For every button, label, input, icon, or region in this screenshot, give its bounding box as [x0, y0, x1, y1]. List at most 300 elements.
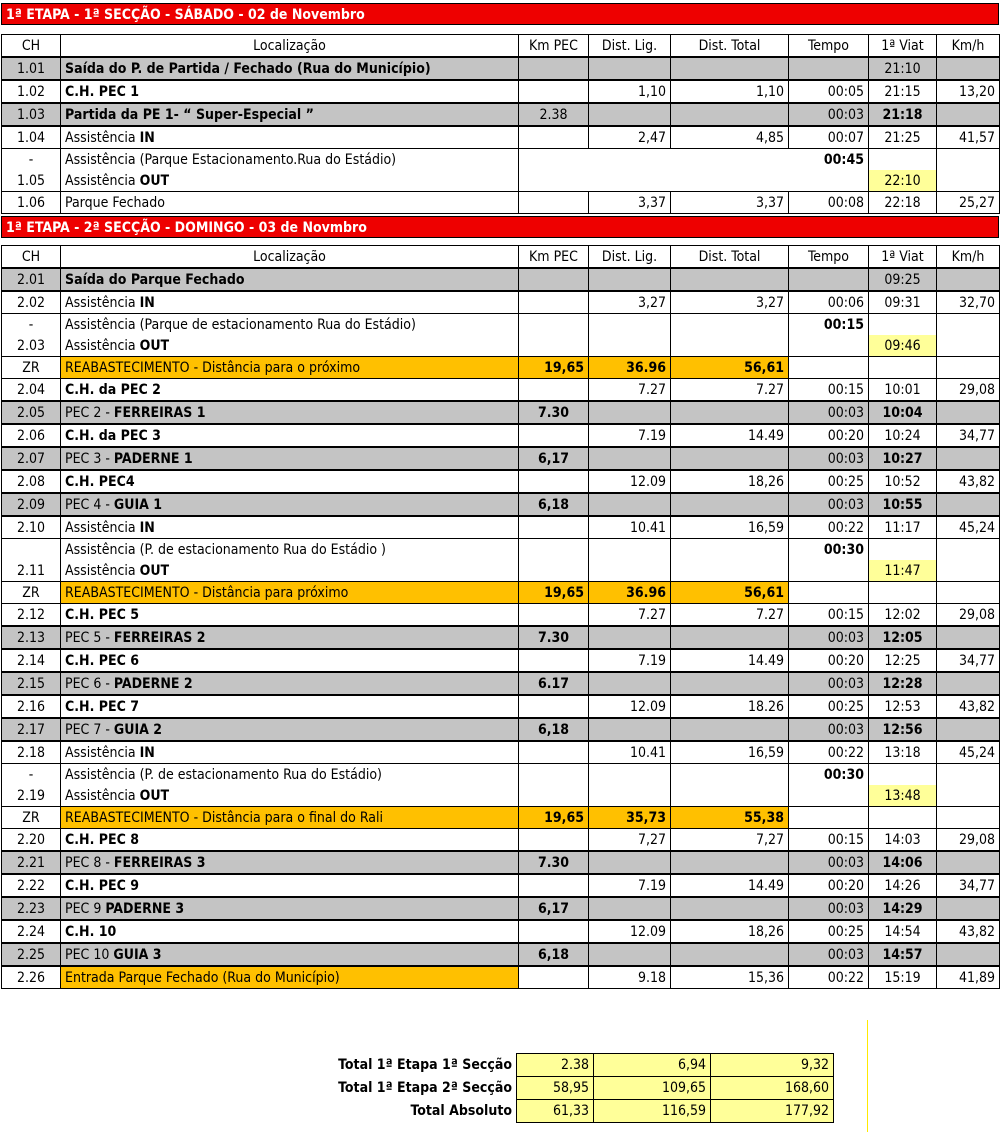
ch-cell: 2.19 — [2, 785, 61, 807]
km-pec-cell — [519, 291, 589, 314]
location-cell — [61, 626, 519, 649]
table-row — [2, 103, 1000, 126]
dist-lig-cell: 36.96 — [589, 582, 671, 604]
kmh-cell: 32,70 — [937, 291, 1000, 314]
tempo-cell — [789, 785, 869, 807]
dist-total-cell — [671, 764, 789, 786]
km-pec-cell: 19,65 — [519, 357, 589, 379]
location-cell: C.H. PEC 1 — [61, 80, 519, 103]
location-bold: FERREIRAS 2 — [113, 629, 206, 646]
location-cell: REABASTECIMENTO - Distância para próximo — [61, 582, 519, 604]
location-bold: OUT — [139, 787, 170, 804]
kmh-cell — [937, 268, 1000, 291]
ch-cell: 2.02 — [2, 291, 61, 314]
location-bold: OUT — [139, 172, 170, 189]
tempo-cell: 00:03 — [789, 401, 869, 424]
kmh-cell: 34,77 — [937, 874, 1000, 897]
kmh-cell: 34,77 — [937, 649, 1000, 672]
dist-lig-cell: 7.19 — [589, 649, 671, 672]
kmh-cell — [937, 447, 1000, 470]
kmh-cell — [937, 785, 1000, 807]
ch-cell: 1.03 — [2, 103, 61, 126]
viat-cell — [869, 314, 937, 336]
tempo-cell: 00:15 — [789, 829, 869, 852]
dist-lig-cell — [589, 539, 671, 561]
dist-lig-cell — [589, 785, 671, 807]
table-row — [2, 649, 1000, 672]
viat-cell: 09:31 — [869, 291, 937, 314]
location-cell — [61, 785, 519, 807]
dist-total-cell — [671, 851, 789, 874]
ch-cell: 2.10 — [2, 516, 61, 539]
location-cell — [61, 943, 519, 966]
dist-total-cell: 7.27 — [671, 379, 789, 402]
location-bold: IN — [139, 129, 155, 146]
ch-cell: - — [2, 764, 61, 786]
dist-total-cell — [671, 539, 789, 561]
ch-cell: 2.26 — [2, 966, 61, 989]
dist-total-cell: 3,27 — [671, 291, 789, 314]
location-bold: PADERNE 1 — [113, 450, 193, 467]
viat-cell: 10:04 — [869, 401, 937, 424]
table-row — [2, 604, 1000, 627]
location-bold: IN — [139, 744, 155, 761]
km-pec-cell: 7.30 — [519, 626, 589, 649]
table-row — [2, 672, 1000, 695]
viat-cell: 21:25 — [869, 126, 937, 149]
dist-total-cell — [671, 447, 789, 470]
ch-cell: ZR — [2, 357, 61, 379]
km-pec-cell — [519, 829, 589, 852]
col-km-pec: Km PEC — [519, 35, 589, 58]
kmh-cell — [937, 582, 1000, 604]
table-row — [2, 192, 1000, 214]
totals-lig: 6,94 — [594, 1054, 711, 1077]
ch-cell: 2.17 — [2, 718, 61, 741]
tempo-cell: 00:03 — [789, 103, 869, 126]
table-row — [2, 943, 1000, 966]
location-cell: Assistência (Parque Estacionamento.Rua do Estádio) — [61, 149, 519, 171]
location-bold: GUIA 3 — [113, 946, 162, 963]
kmh-cell — [937, 493, 1000, 516]
kmh-cell — [937, 672, 1000, 695]
dist-total-cell: 14.49 — [671, 424, 789, 447]
table-row — [2, 335, 1000, 357]
viat-cell: 13:48 — [869, 785, 937, 807]
km-pec-cell: 19,65 — [519, 807, 589, 829]
ch-cell: 2.09 — [2, 493, 61, 516]
km-pec-cell — [519, 424, 589, 447]
dist-lig-cell: 9.18 — [589, 966, 671, 989]
dist-lig-cell: 12.09 — [589, 695, 671, 718]
tempo-cell — [789, 807, 869, 829]
km-pec-cell: 6,18 — [519, 493, 589, 516]
ch-cell: 2.13 — [2, 626, 61, 649]
table-row — [2, 493, 1000, 516]
tempo-cell: 00:20 — [789, 874, 869, 897]
dist-lig-cell — [589, 401, 671, 424]
table-row — [2, 897, 1000, 920]
kmh-cell: 41,89 — [937, 966, 1000, 989]
km-pec-cell — [519, 470, 589, 493]
col-localizacao: Localização — [61, 246, 519, 269]
tempo-cell: 00:25 — [789, 920, 869, 943]
table-header — [2, 35, 1000, 58]
location-cell — [61, 291, 519, 314]
dist-lig-cell: 10.41 — [589, 741, 671, 764]
dist-lig-cell — [589, 851, 671, 874]
dist-total-cell: 16,59 — [671, 741, 789, 764]
location-bold: GUIA 2 — [113, 721, 163, 738]
dist-total-cell: 18,26 — [671, 470, 789, 493]
viat-cell: 09:25 — [869, 268, 937, 291]
kmh-cell: 13,20 — [937, 80, 1000, 103]
tempo-cell: 00:20 — [789, 649, 869, 672]
dist-lig-cell — [589, 943, 671, 966]
ch-cell: 2.08 — [2, 470, 61, 493]
viat-cell: 09:46 — [869, 335, 937, 357]
dist-total-cell — [671, 943, 789, 966]
km-pec-cell — [519, 920, 589, 943]
viat-cell: 12:53 — [869, 695, 937, 718]
location-cell — [61, 170, 519, 192]
dist-total-cell: 7,27 — [671, 829, 789, 852]
kmh-cell — [937, 539, 1000, 561]
dist-total-cell — [671, 401, 789, 424]
table-row — [2, 966, 1000, 989]
km-pec-cell — [519, 874, 589, 897]
viat-cell: 14:57 — [869, 943, 937, 966]
table-header — [2, 246, 1000, 269]
dist-lig-cell: 3,37 — [589, 192, 671, 214]
dist-total-cell: 3,37 — [671, 192, 789, 214]
kmh-cell: 29,08 — [937, 604, 1000, 627]
dist-total-cell: 7.27 — [671, 604, 789, 627]
viat-cell: 21:18 — [869, 103, 937, 126]
ch-cell: 1.06 — [2, 192, 61, 214]
dist-total-cell — [671, 493, 789, 516]
kmh-cell: 45,24 — [937, 516, 1000, 539]
dist-lig-cell: 7.19 — [589, 874, 671, 897]
dist-lig-cell — [589, 672, 671, 695]
dist-total-cell: 56,61 — [671, 357, 789, 379]
table-row — [2, 539, 1000, 561]
table-row — [2, 516, 1000, 539]
location-bold: FERREIRAS 1 — [113, 404, 206, 421]
kmh-cell — [937, 626, 1000, 649]
totals-lig: 116,59 — [594, 1100, 711, 1123]
km-pec-cell: 6.17 — [519, 672, 589, 695]
tempo-cell: 00:03 — [789, 447, 869, 470]
viat-cell: 12:05 — [869, 626, 937, 649]
tempo-cell — [789, 560, 869, 582]
dist-lig-cell: 35,73 — [589, 807, 671, 829]
location-cell: Assistência (P. de estacionamento Rua do Estádio ) — [61, 539, 519, 561]
ch-cell: 2.04 — [2, 379, 61, 402]
location-cell: REABASTECIMENTO - Distância para o final do Rali — [61, 807, 519, 829]
tempo-cell: 00:15 — [789, 379, 869, 402]
location-prefix: PEC 10 — [65, 946, 114, 963]
km-pec-cell: 2.38 — [519, 103, 589, 126]
dist-lig-cell: 7.27 — [589, 604, 671, 627]
dist-total-cell — [671, 314, 789, 336]
ch-cell: 1.05 — [2, 170, 61, 192]
km-pec-cell — [519, 539, 589, 561]
kmh-cell — [937, 560, 1000, 582]
ch-cell: 2.06 — [2, 424, 61, 447]
dist-lig-cell: 7,27 — [589, 829, 671, 852]
dist-lig-cell — [589, 493, 671, 516]
table-row — [2, 829, 1000, 852]
tempo-cell: 00:45 — [789, 149, 869, 171]
totals-row — [280, 1077, 834, 1100]
dist-total-cell: 4,85 — [671, 126, 789, 149]
ch-cell: 2.11 — [2, 560, 61, 582]
location-prefix: Assistência — [65, 787, 140, 804]
col-1a-viat: 1ª Viat — [869, 35, 937, 58]
col-dist-lig: Dist. Lig. — [589, 35, 671, 58]
table-row — [2, 57, 1000, 80]
viat-cell: 15:19 — [869, 966, 937, 989]
viat-cell: 14:26 — [869, 874, 937, 897]
dist-total-cell: 14.49 — [671, 649, 789, 672]
tempo-cell: 00:30 — [789, 539, 869, 561]
dist-lig-cell: 1,10 — [589, 80, 671, 103]
km-pec-cell — [519, 516, 589, 539]
tempo-cell: 00:03 — [789, 672, 869, 695]
location-cell — [61, 672, 519, 695]
dist-total-cell — [671, 718, 789, 741]
viat-cell: 10:52 — [869, 470, 937, 493]
tempo-cell: 00:03 — [789, 718, 869, 741]
location-cell — [61, 447, 519, 470]
table-row — [2, 149, 1000, 171]
location-prefix: PEC 4 - — [65, 496, 114, 513]
ch-cell: 1.02 — [2, 80, 61, 103]
location-cell: C.H. da PEC 2 — [61, 379, 519, 402]
km-pec-cell: 7.30 — [519, 851, 589, 874]
location-prefix: Assistência — [65, 172, 140, 189]
tempo-cell: 00:03 — [789, 943, 869, 966]
location-cell — [61, 516, 519, 539]
tempo-cell: 00:22 — [789, 741, 869, 764]
table-row — [2, 920, 1000, 943]
ch-cell: - — [2, 149, 61, 171]
ch-cell: ZR — [2, 582, 61, 604]
location-prefix: Assistência — [65, 744, 140, 761]
km-pec-cell — [519, 966, 589, 989]
col-km-pec: Km PEC — [519, 246, 589, 269]
viat-cell: 21:15 — [869, 80, 937, 103]
viat-cell: 10:55 — [869, 493, 937, 516]
viat-cell: 21:10 — [869, 57, 937, 80]
viat-cell: 11:47 — [869, 560, 937, 582]
section-1-table — [1, 34, 1000, 214]
location-cell: C.H. PEC 5 — [61, 604, 519, 627]
kmh-cell: 45,24 — [937, 741, 1000, 764]
kmh-cell — [937, 943, 1000, 966]
dist-lig-cell — [589, 764, 671, 786]
dist-total-cell: 1,10 — [671, 80, 789, 103]
dist-lig-cell: 3,27 — [589, 291, 671, 314]
ch-cell: - — [2, 314, 61, 336]
location-cell: C.H. PEC 7 — [61, 695, 519, 718]
col-kmh: Km/h — [937, 246, 1000, 269]
table-row — [2, 874, 1000, 897]
dist-total-cell: 16,59 — [671, 516, 789, 539]
location-prefix: PEC 3 - — [65, 450, 114, 467]
viat-cell — [869, 764, 937, 786]
table-row — [2, 424, 1000, 447]
km-pec-cell — [519, 268, 589, 291]
dist-total-cell: 18.26 — [671, 695, 789, 718]
location-cell: Entrada Parque Fechado (Rua do Município) — [61, 966, 519, 989]
dist-total-cell: 15,36 — [671, 966, 789, 989]
location-cell: Saída do P. de Partida / Fechado (Rua do Município) — [61, 57, 519, 80]
section-2-title: 1ª ETAPA - 2ª SECÇÃO - DOMINGO - 03 de Novmbro — [1, 216, 999, 238]
totals-tot: 177,92 — [711, 1100, 834, 1123]
dist-lig-cell: 7.19 — [589, 424, 671, 447]
table-row — [2, 764, 1000, 786]
table-row — [2, 80, 1000, 103]
col-tempo: Tempo — [789, 246, 869, 269]
dist-lig-cell — [589, 268, 671, 291]
table-row — [2, 851, 1000, 874]
viat-cell: 12:02 — [869, 604, 937, 627]
ch-cell: 2.21 — [2, 851, 61, 874]
dist-lig-cell: 12.09 — [589, 920, 671, 943]
ch-cell: 2.20 — [2, 829, 61, 852]
tempo-cell: 00:03 — [789, 897, 869, 920]
viat-cell: 13:18 — [869, 741, 937, 764]
ch-cell: 2.01 — [2, 268, 61, 291]
totals-row — [280, 1100, 834, 1123]
col-dist-total: Dist. Total — [671, 246, 789, 269]
ch-cell: 2.24 — [2, 920, 61, 943]
table-row — [2, 807, 1000, 829]
table-row — [2, 291, 1000, 314]
location-cell — [61, 335, 519, 357]
tempo-cell: 00:15 — [789, 314, 869, 336]
col-1a-viat: 1ª Viat — [869, 246, 937, 269]
dist-total-cell: 56,61 — [671, 582, 789, 604]
col-dist-lig: Dist. Lig. — [589, 246, 671, 269]
dist-lig-cell — [589, 626, 671, 649]
kmh-cell: 43,82 — [937, 470, 1000, 493]
table-row — [2, 741, 1000, 764]
dist-total-cell: 18,26 — [671, 920, 789, 943]
km-pec-cell: 7.30 — [519, 401, 589, 424]
km-pec-cell — [519, 741, 589, 764]
viat-cell: 22:10 — [869, 170, 937, 192]
ch-cell: 2.03 — [2, 335, 61, 357]
viat-cell: 10:24 — [869, 424, 937, 447]
kmh-cell: 25,27 — [937, 192, 1000, 214]
table-row — [2, 447, 1000, 470]
tempo-cell — [789, 582, 869, 604]
location-cell — [61, 401, 519, 424]
viat-cell: 14:06 — [869, 851, 937, 874]
col-tempo: Tempo — [789, 35, 869, 58]
table-row — [2, 470, 1000, 493]
totals-tot: 168,60 — [711, 1077, 834, 1100]
totals-tot: 9,32 — [711, 1054, 834, 1077]
location-cell: Partida da PE 1- “ Super-Especial ” — [61, 103, 519, 126]
location-bold: GUIA 1 — [113, 496, 163, 513]
dist-total-cell — [671, 785, 789, 807]
tempo-cell: 00:03 — [789, 626, 869, 649]
tempo-cell — [789, 357, 869, 379]
table-row — [2, 695, 1000, 718]
dist-total-cell — [671, 626, 789, 649]
dist-lig-cell — [589, 560, 671, 582]
table-row — [2, 314, 1000, 336]
divider — [867, 1020, 868, 1132]
km-pec-cell — [519, 314, 589, 336]
dist-total-cell: 14.49 — [671, 874, 789, 897]
dist-total-cell: 55,38 — [671, 807, 789, 829]
table-row — [2, 785, 1000, 807]
totals-table — [280, 1053, 834, 1123]
km-pec-cell: 6,17 — [519, 897, 589, 920]
km-pec-cell — [519, 649, 589, 672]
section-2-table — [1, 245, 1000, 989]
km-pec-cell: 19,65 — [519, 582, 589, 604]
table-row — [2, 626, 1000, 649]
location-prefix: Assistência — [65, 129, 140, 146]
location-cell: C.H. PEC 8 — [61, 829, 519, 852]
col-dist-total: Dist. Total — [671, 35, 789, 58]
location-bold: IN — [139, 519, 155, 536]
table-row — [2, 582, 1000, 604]
table-row — [2, 268, 1000, 291]
location-cell — [61, 741, 519, 764]
dist-lig-cell — [589, 897, 671, 920]
dist-total-cell — [671, 672, 789, 695]
ch-cell: 1.01 — [2, 57, 61, 80]
location-prefix: Assistência — [65, 337, 140, 354]
col-ch: CH — [2, 35, 61, 58]
location-cell — [61, 897, 519, 920]
location-cell — [61, 493, 519, 516]
km-pec-cell — [519, 695, 589, 718]
viat-cell — [869, 807, 937, 829]
tempo-cell: 00:20 — [789, 424, 869, 447]
location-cell: C.H. da PEC 3 — [61, 424, 519, 447]
kmh-cell — [937, 357, 1000, 379]
location-prefix: PEC 8 - — [65, 854, 114, 871]
totals-label: Total 1ª Etapa 1ª Secção — [338, 1057, 512, 1073]
tempo-cell: 00:08 — [789, 192, 869, 214]
location-cell: C.H. PEC 6 — [61, 649, 519, 672]
section-1-title: 1ª ETAPA - 1ª SECÇÃO - SÁBADO - 02 de Novembro — [1, 3, 999, 25]
location-bold: FERREIRAS 3 — [113, 854, 206, 871]
ch-cell: 2.12 — [2, 604, 61, 627]
ch-cell: 2.23 — [2, 897, 61, 920]
totals-km: 61,33 — [517, 1100, 594, 1123]
location-prefix: PEC 9 — [65, 900, 106, 917]
km-pec-cell — [519, 785, 589, 807]
kmh-cell — [937, 807, 1000, 829]
kmh-cell: 41,57 — [937, 126, 1000, 149]
dist-lig-cell: 36.96 — [589, 357, 671, 379]
totals-km: 58,95 — [517, 1077, 594, 1100]
location-cell: Parque Fechado — [61, 192, 519, 214]
dist-lig-cell — [589, 335, 671, 357]
totals-label: Total 1ª Etapa 2ª Secção — [338, 1080, 512, 1096]
table-row — [2, 718, 1000, 741]
dist-total-cell — [671, 897, 789, 920]
